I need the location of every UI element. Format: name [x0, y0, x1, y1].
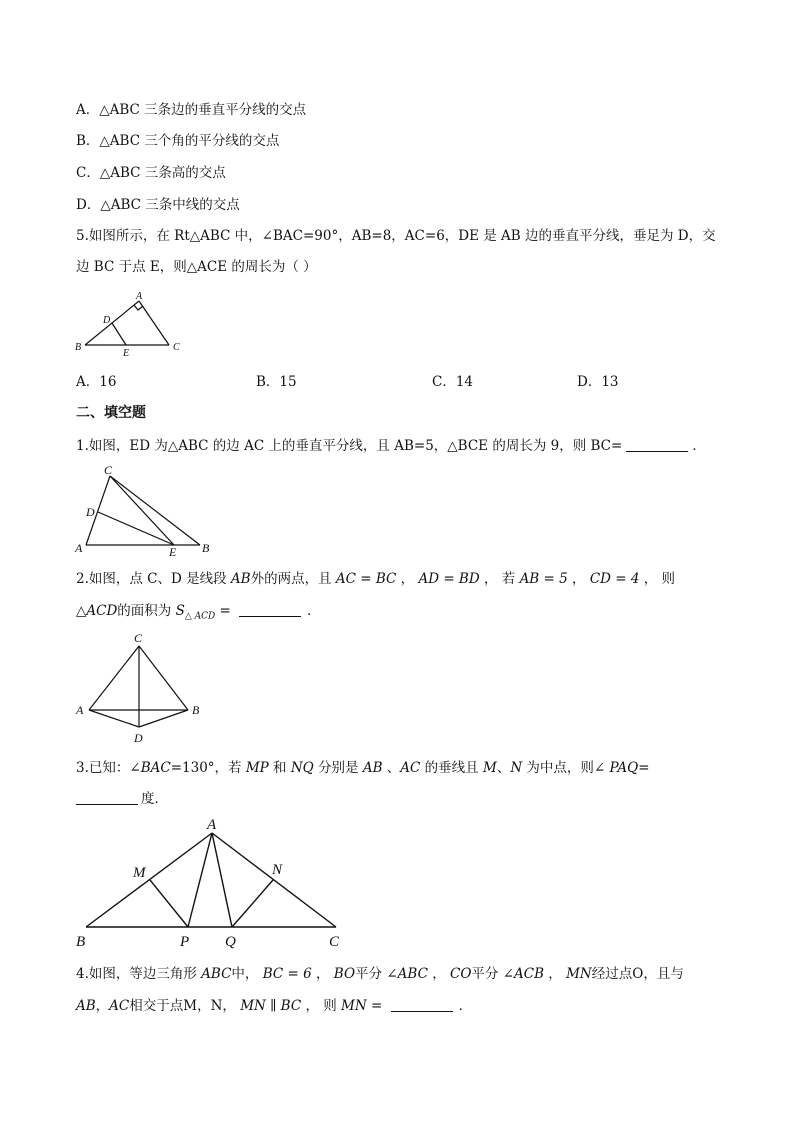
- fill2-line2: [76, 601, 321, 627]
- fill2-label-a: A: [76, 703, 84, 717]
- fill4-comma: ，: [95, 998, 110, 1014]
- fill4-cond1: BC = 6: [262, 966, 312, 982]
- fill3-text-i: =: [638, 760, 650, 776]
- q5-text-line1: 5.如图所示，在 Rt△ABC 中，∠BAC=90°，AB=8，AC=6，DE 是 AB 边的垂直平分线，垂足为 D，交: [76, 228, 716, 244]
- fill4-equals: =: [366, 998, 387, 1014]
- q5-option-d: D．13: [577, 374, 619, 390]
- fill1-label-a: A: [75, 541, 83, 555]
- fill2-label-d: D: [134, 731, 143, 745]
- fill3-text-a: 3.已知：∠: [76, 760, 141, 776]
- q5-label-d: D: [103, 315, 111, 326]
- fill2-sep4: ， 则: [639, 571, 676, 587]
- option-d: D．△ABC 三条中线的交点: [76, 197, 240, 213]
- fill2-label-c: C: [134, 631, 143, 645]
- fill4-period: ．: [458, 998, 473, 1014]
- fill3-unit: 度．: [141, 791, 168, 807]
- fill3-line1: [76, 758, 650, 778]
- fill4-text-h: 经过点O，且与: [591, 966, 684, 982]
- fill3-line2: [76, 789, 168, 809]
- fill2-sep1: ，: [396, 571, 419, 587]
- fill3-bac: BAC: [140, 760, 171, 776]
- fill3-text-e: 、: [382, 760, 401, 776]
- fill2-equals: =: [215, 603, 236, 619]
- fill4-line1: [76, 964, 684, 984]
- fill3-n: N: [510, 760, 523, 776]
- fill2-sep3: ，: [567, 571, 590, 587]
- fill1-label-e: E: [169, 545, 177, 559]
- fill3-text-d: 分别是: [313, 760, 363, 776]
- fill3-text-h: 为中点，则∠: [522, 760, 610, 776]
- fill2-sep2: ， 若: [479, 571, 520, 587]
- fill4-text-d: 平分 ∠: [355, 966, 398, 982]
- fill3-label-p: P: [180, 934, 190, 950]
- fill4-ac: AC: [109, 998, 130, 1014]
- fill2-triangle: △: [76, 603, 87, 619]
- fill2-figure: [72, 628, 212, 746]
- fill2-cond4: CD = 4: [589, 571, 640, 587]
- fill3-mp: MP: [245, 760, 269, 776]
- fill1-period: ．: [692, 438, 706, 454]
- fill3-text-f: 的垂线且: [420, 760, 483, 776]
- fill1-label-b: B: [202, 541, 210, 555]
- fill3-text-b: =130°，若: [170, 760, 246, 776]
- q5-option-b: B．15: [256, 374, 297, 390]
- q5-label-e: E: [123, 348, 130, 359]
- fill3-ac: AC: [400, 760, 421, 776]
- fill4-text-b: 中，: [231, 966, 263, 982]
- fill4-bo: BO: [333, 966, 356, 982]
- fill2-text-c: 的面积为: [117, 603, 176, 619]
- fill3-label-n: N: [272, 862, 283, 878]
- fill2-ab: AB: [230, 571, 251, 587]
- fill1-question: 1.如图，ED 为△ABC 的边 AC 上的垂直平分线，且 AB=5，△BCE 的周长为 9，则 BC=: [76, 438, 623, 454]
- fill3-text-c: 和: [268, 760, 291, 776]
- fill1-label-d: D: [86, 505, 95, 519]
- fill3-nq: NQ: [290, 760, 314, 776]
- fill1-label-c: C: [104, 463, 113, 477]
- fill4-ab: AB: [76, 998, 96, 1014]
- q5-text-line2: 边 BC 于点 E，则△ACE 的周长为（ ）: [76, 259, 317, 275]
- fill2-text-a: 2.如图，点 C、D 是线段: [76, 571, 231, 587]
- fill4-text-f: 平分 ∠: [471, 966, 515, 982]
- fill4-text-i: 相交于点M，N，: [129, 998, 241, 1014]
- fill4-mn: MN: [566, 966, 592, 982]
- q5-label-a: A: [136, 291, 143, 302]
- fill4-mn2: MN: [341, 998, 367, 1014]
- fill3-m: M: [482, 760, 497, 776]
- fill4-parallel: MN ∥ BC: [240, 998, 302, 1014]
- fill2-text-b: 外的两点，且: [250, 571, 336, 587]
- fill2-period: ．: [307, 603, 321, 619]
- fill4-text-c: ，: [311, 966, 334, 982]
- fill4-text-g: ，: [544, 966, 567, 982]
- q5-option-c: C．14: [432, 374, 474, 390]
- fill2-answer-blank[interactable]: [239, 602, 301, 617]
- option-c: C．△ABC 三条高的交点: [76, 165, 226, 181]
- fill1-text: [76, 436, 706, 456]
- fill3-paq: PAQ: [609, 760, 639, 776]
- fill2-cond3: AB = 5: [519, 571, 568, 587]
- fill4-acb: ACB: [514, 966, 545, 982]
- fill2-acd: ACD: [86, 603, 118, 619]
- fill4-text-a: 4.如图，等边三角形: [76, 966, 202, 982]
- fill3-label-m: M: [133, 865, 146, 881]
- q5-figure: [72, 290, 192, 360]
- fill3-answer-blank[interactable]: [76, 790, 138, 805]
- fill4-co: CO: [450, 966, 472, 982]
- fill4-text-e: ，: [427, 966, 450, 982]
- fill2-cond2: AD = BD: [418, 571, 480, 587]
- fill3-text-g: 、: [496, 760, 511, 776]
- fill3-label-a: A: [207, 817, 217, 833]
- fill4-answer-blank[interactable]: [391, 997, 453, 1012]
- fill4-text-j: ， 则: [301, 998, 342, 1014]
- q5-label-b: B: [75, 342, 82, 353]
- fill1-figure: [72, 462, 222, 558]
- fill2-cond1: AC = BC: [335, 571, 397, 587]
- fill3-label-b: B: [76, 934, 86, 950]
- fill3-label-c: C: [329, 934, 340, 950]
- fill1-answer-blank[interactable]: [626, 437, 688, 452]
- fill2-line1: [76, 569, 675, 589]
- q5-label-c: C: [173, 342, 180, 353]
- fill4-line2: [76, 996, 472, 1016]
- fill4-abc: ABC: [201, 966, 232, 982]
- option-b: B．△ABC 三个角的平分线的交点: [76, 133, 280, 149]
- fill4-abc-angle: ABC: [397, 966, 428, 982]
- fill3-label-q: Q: [225, 934, 236, 950]
- q5-option-a: A．16: [76, 374, 117, 390]
- fill2-s: S: [175, 603, 185, 619]
- fill3-figure: [72, 812, 352, 952]
- option-a: A．△ABC 三条边的垂直平分线的交点: [76, 102, 307, 118]
- fill2-label-b: B: [192, 703, 200, 717]
- fill2-subscript: △ ACD: [184, 611, 216, 622]
- section-title: 二、填空题: [76, 405, 146, 421]
- fill3-ab: AB: [362, 760, 383, 776]
